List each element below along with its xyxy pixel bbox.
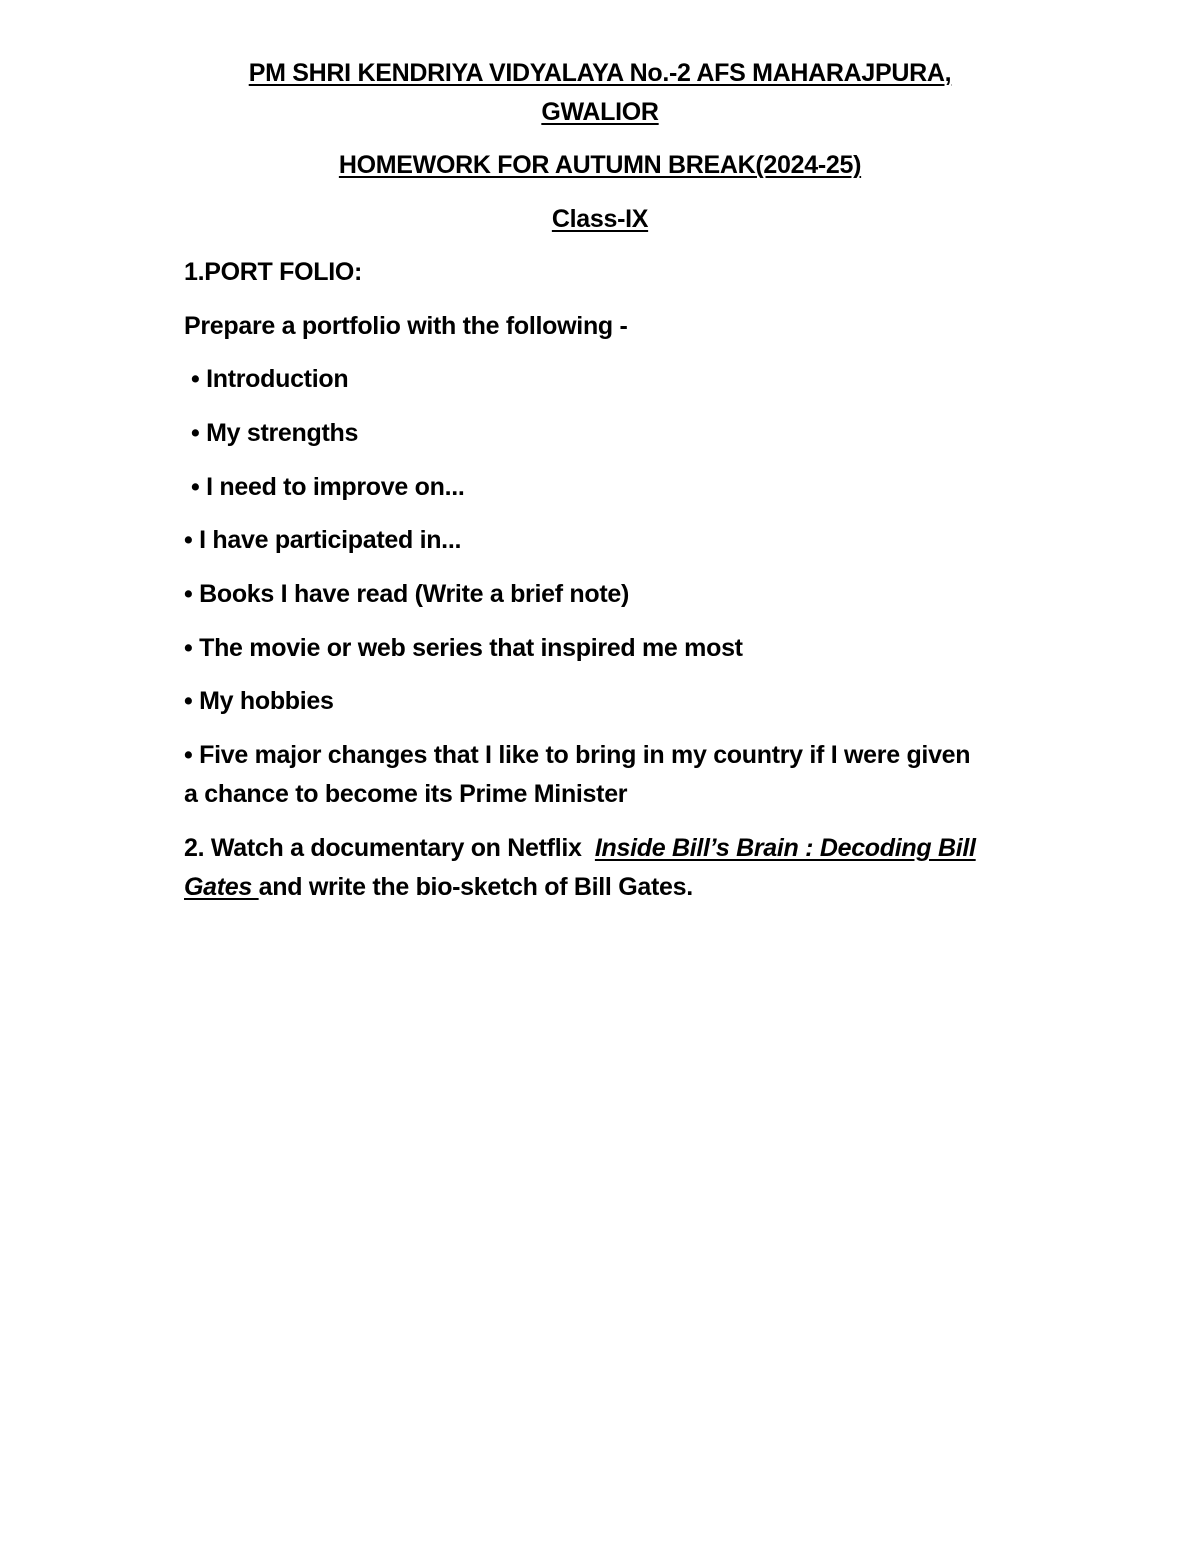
list-item-changes: • Five major changes that I like to bring in my country if I were given: [184, 741, 971, 769]
list-item-introduction: • Introduction: [191, 365, 349, 393]
list-item-improve: • I need to improve on...: [191, 473, 465, 501]
documentary-title-part2: Gates: [184, 873, 259, 901]
section2-prefix: 2. Watch a documentary on Netflix: [184, 834, 582, 862]
school-name-line2: GWALIOR: [541, 98, 659, 126]
list-item-participated: • I have participated in...: [184, 526, 462, 554]
school-name-line1: PM SHRI KENDRIYA VIDYALAYA No.-2 AFS MAHARAJPURA,: [248, 59, 952, 87]
list-item-books: • Books I have read (Write a brief note): [184, 580, 630, 608]
section2-line2: [184, 871, 693, 903]
class-label: Class-IX: [551, 205, 649, 233]
list-item-hobbies: • My hobbies: [184, 687, 334, 715]
section2-line1: [184, 832, 976, 864]
list-item-movie: • The movie or web series that inspired me most: [184, 634, 743, 662]
documentary-title-part1: Inside Bill’s Brain : Decoding Bill: [594, 834, 976, 862]
list-item-changes-continued: a chance to become its Prime Minister: [184, 780, 628, 808]
list-item-strengths: • My strengths: [191, 419, 359, 447]
section2-suffix: and write the bio-sketch of Bill Gates.: [258, 873, 693, 901]
section1-intro: Prepare a portfolio with the following -: [184, 312, 628, 340]
section1-heading: 1.PORT FOLIO:: [184, 258, 363, 286]
homework-title: HOMEWORK FOR AUTUMN BREAK(2024-25): [338, 151, 862, 179]
